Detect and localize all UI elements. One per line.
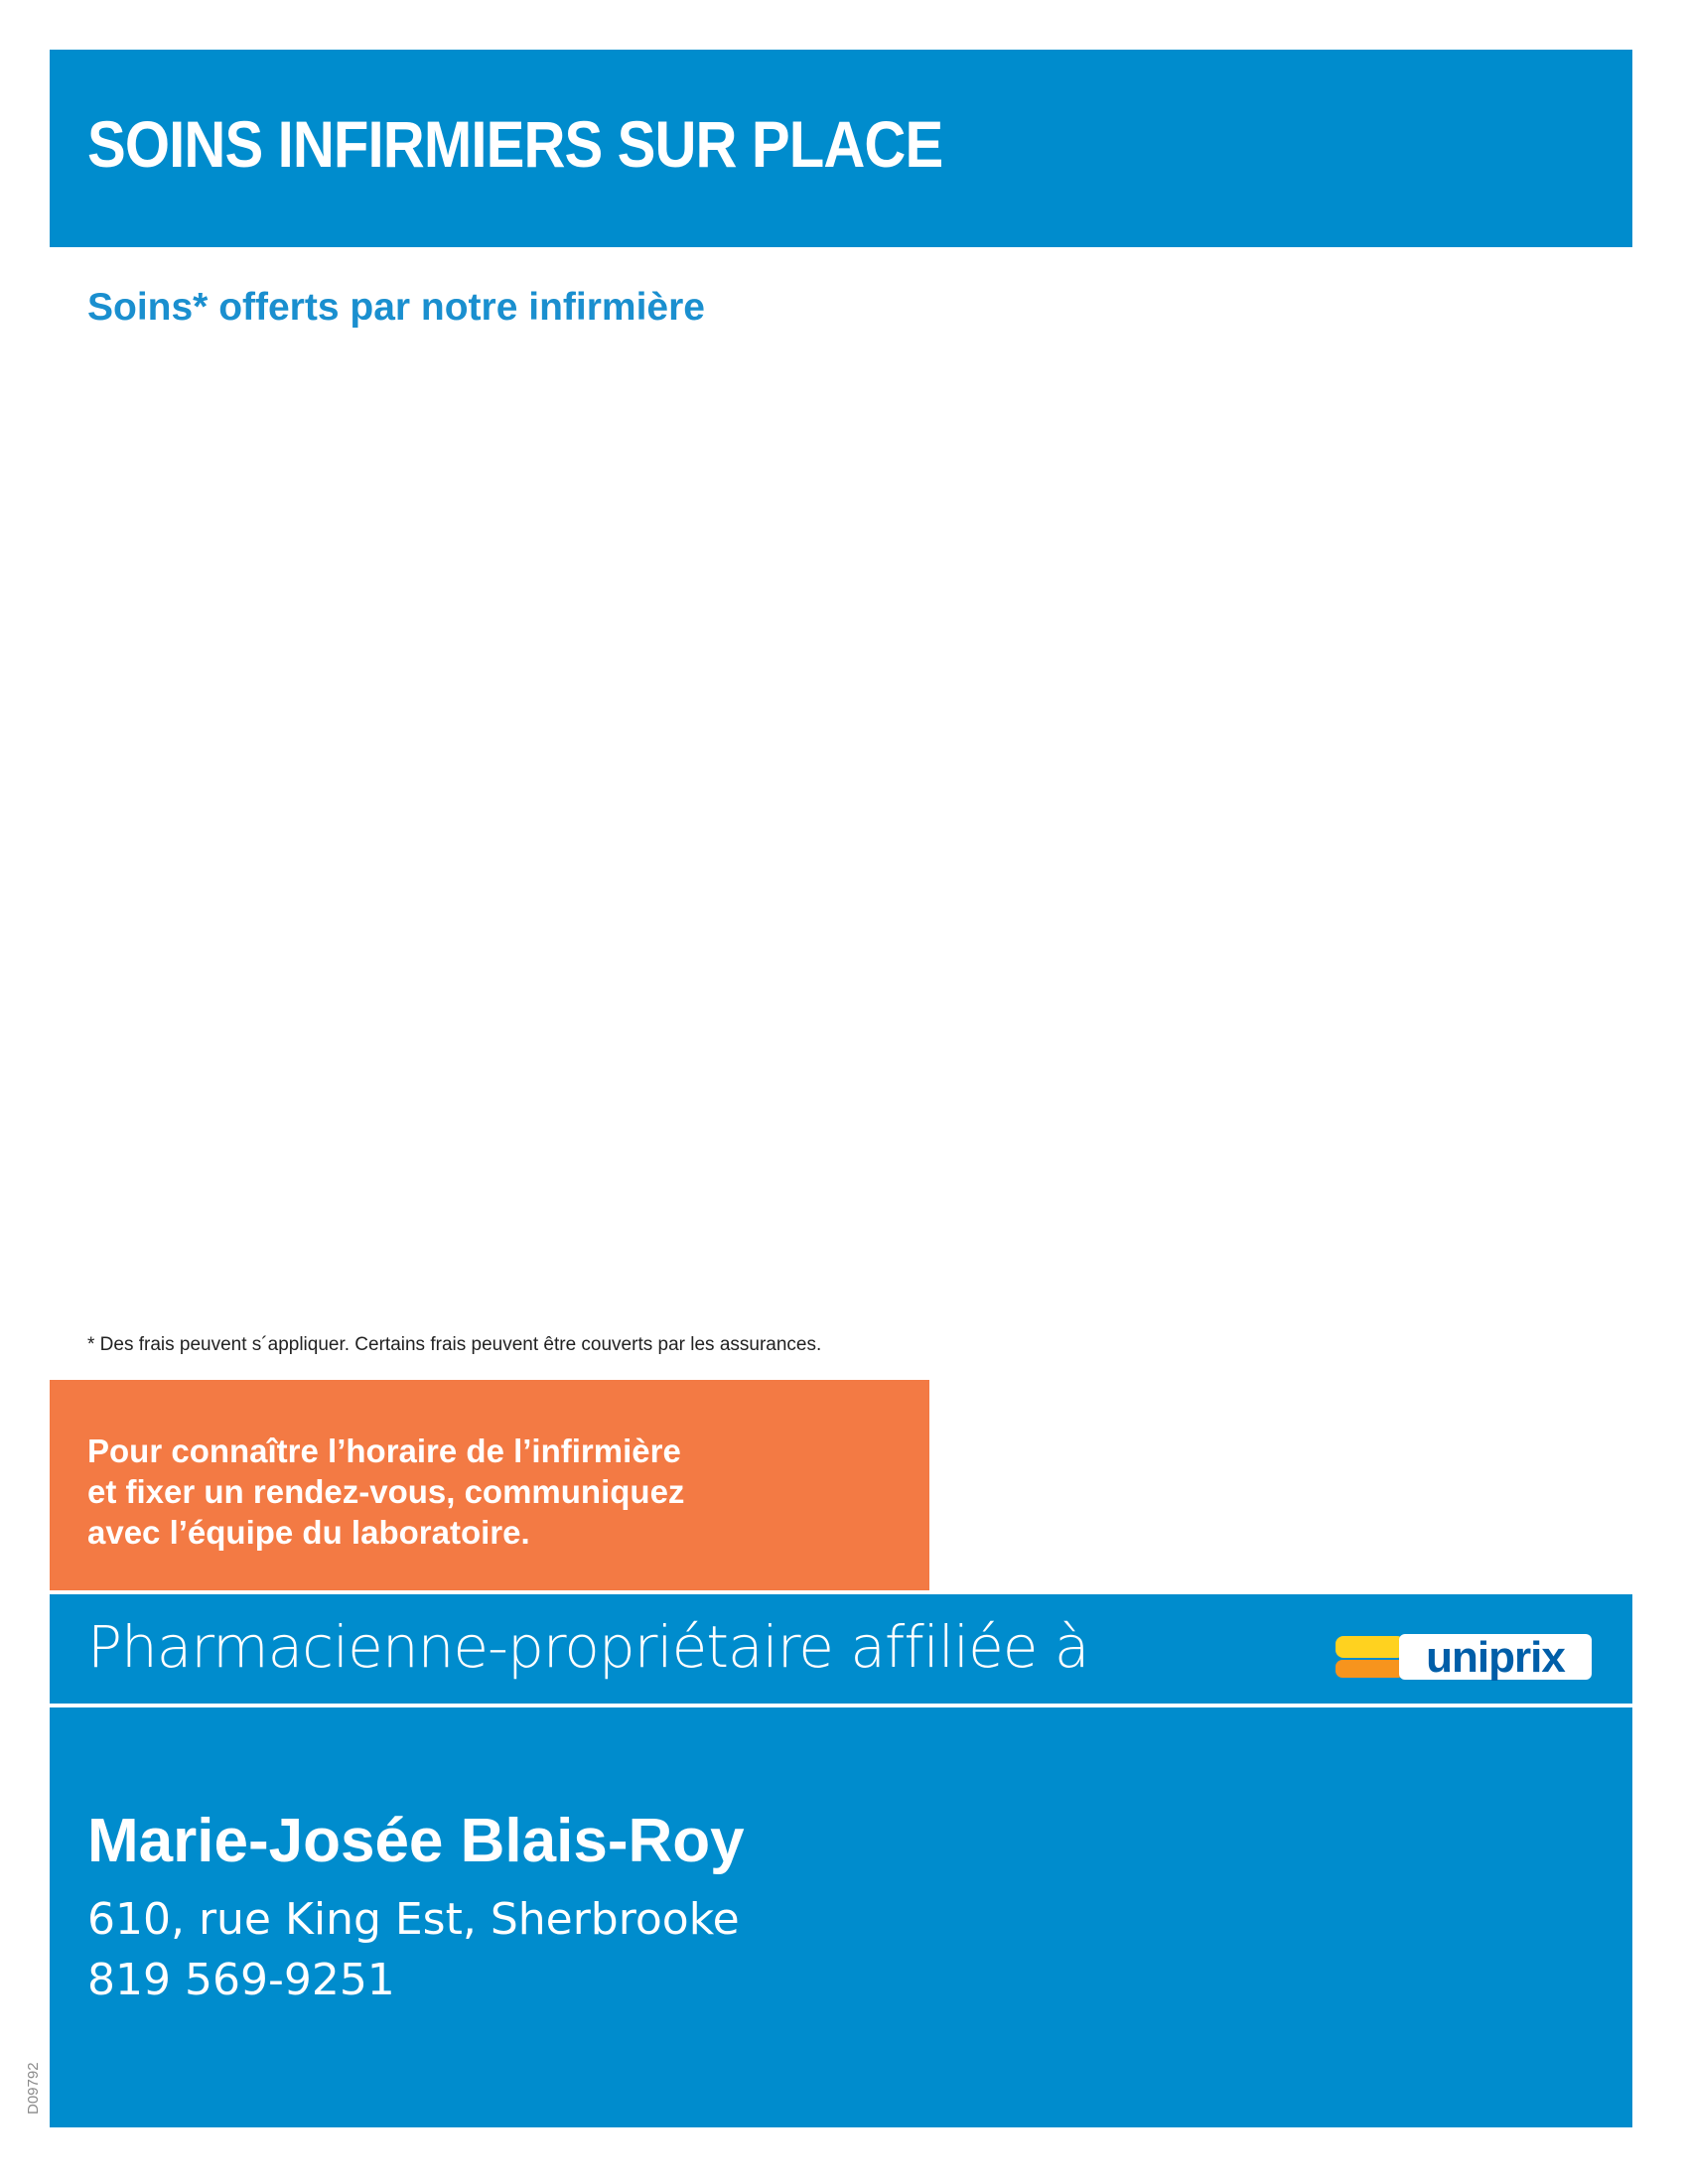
pharmacy-info-panel	[50, 1707, 1632, 2127]
affiliation-text: Pharmacienne-propriétaire affiliée à	[87, 1613, 1089, 1681]
affiliation-bar	[50, 1594, 1632, 1704]
appointment-callout	[50, 1380, 929, 1590]
appointment-line: avec l’équipe du laboratoire.	[87, 1514, 530, 1551]
logo-orange-stripe	[1336, 1660, 1405, 1678]
appointment-line: Pour connaître l’horaire de l’infirmière	[87, 1433, 681, 1469]
uniprix-logo	[1336, 1630, 1594, 1688]
pharmacy-address: 610, rue King Est, Sherbrooke	[87, 1894, 740, 1945]
subtitle: Soins* offerts par notre infirmière	[87, 286, 705, 329]
appointment-line: et fixer un rendez-vous, communiquez	[87, 1473, 685, 1510]
document-code: D09792	[25, 2062, 42, 2115]
logo-wordmark: uniprix	[1426, 1633, 1565, 1682]
pharmacist-name: Marie-Josée Blais-Roy	[87, 1807, 745, 1875]
pharmacy-phone: 819 569-9251	[87, 1955, 395, 2005]
footnote: * Des frais peuvent s´appliquer. Certains frais peuvent être couverts par les assurances.	[87, 1334, 822, 1355]
logo-yellow-stripe	[1336, 1636, 1405, 1658]
header-band	[50, 50, 1632, 247]
services-content-area	[87, 357, 1597, 1300]
page-title: SOINS INFIRMIERS SUR PLACE	[87, 107, 943, 181]
